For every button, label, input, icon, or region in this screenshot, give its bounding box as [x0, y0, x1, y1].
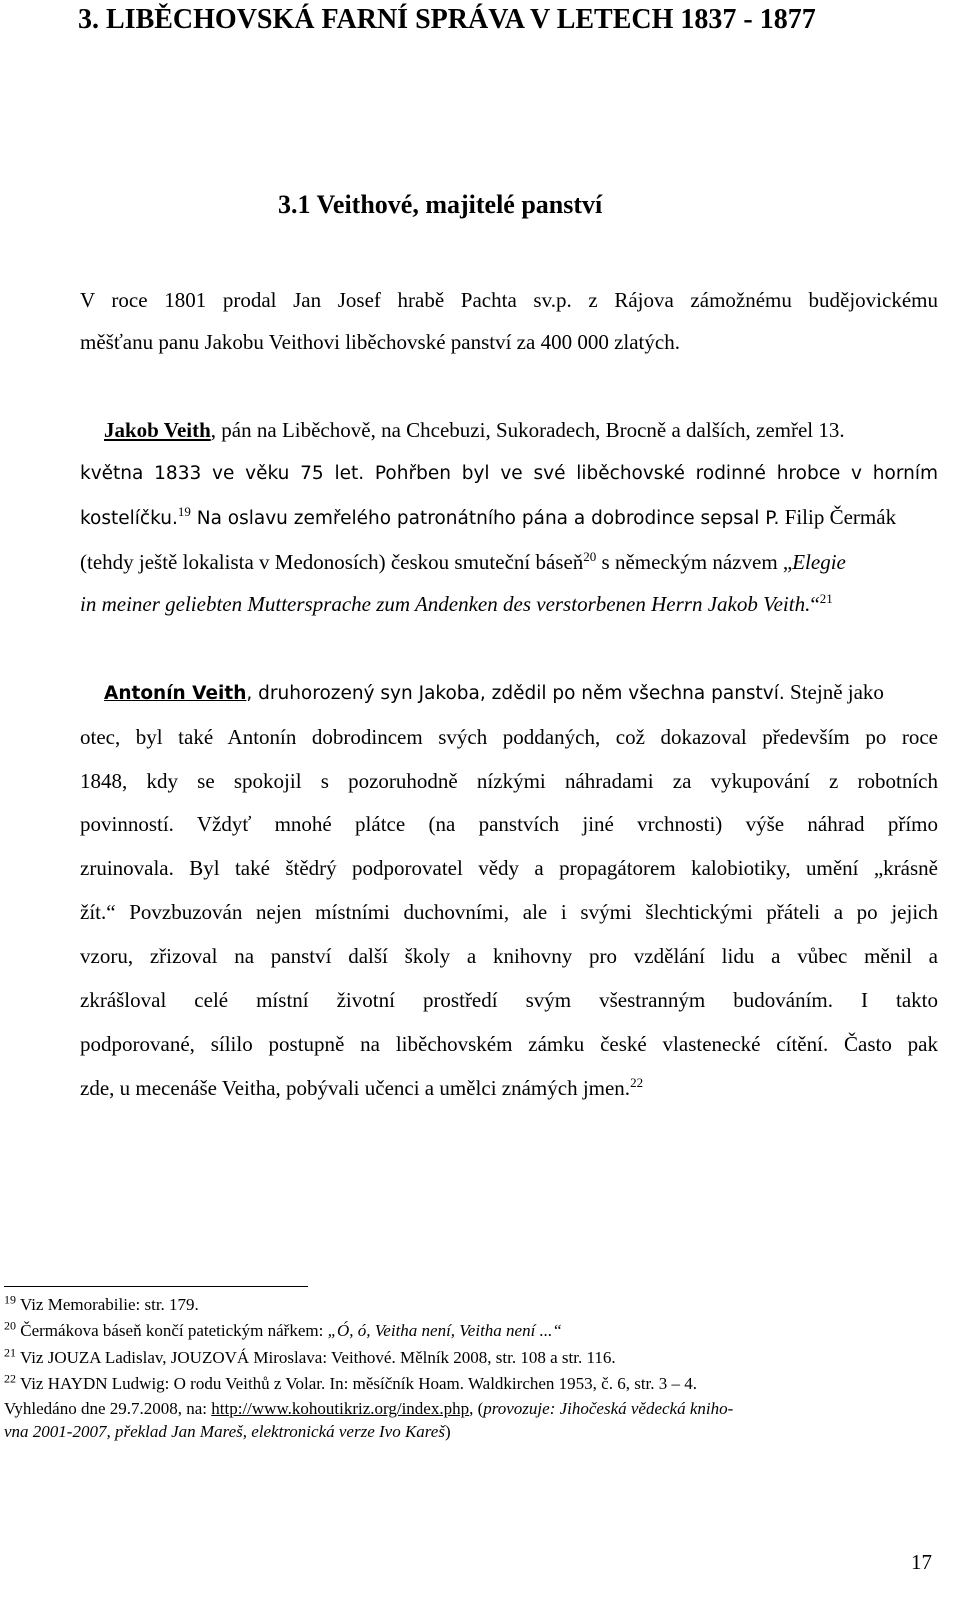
footnote-19: $^{19}$ Viz Memorabilie: str. 179. [4, 1292, 199, 1314]
para3-line6: žít.“ Povzbuzován nejen místními duchovními, ale i svými šlechtickými přáteli a po jejich [80, 900, 938, 924]
footnote-ref-20: 20 [583, 549, 597, 564]
para3-line10: zde, u mecenáše Veitha, pobývali učenci a umělci známých jmen.$^{22}$ [80, 1075, 644, 1100]
para3-line4: povinností. Vždyť mnohé plátce (na panstvích jiné vrchnosti) výše náhrad přímo [80, 812, 938, 836]
footnote-ref-21: 21 [819, 591, 833, 606]
page-number: 17 [911, 1550, 932, 1574]
para1-line1: V roce 1801 prodal Jan Josef hrabě Pachta sv.p. z Rájova zámožnému budějovickému [80, 288, 938, 312]
para3-line3: 1848, kdy se spokojil s pozoruhodně nízkými náhradami za vykupování z robotních [80, 769, 938, 793]
section-title: 3.1 Veithové, majitelé panství [278, 190, 603, 219]
footnote-21: $^{21}$ Viz JOUZA Ladislav, JOUZOVÁ Miroslava: Veithové. Mělník 2008, str. 108 a str. 116. [4, 1345, 616, 1367]
footnote-22-line3: vna 2001-2007, překlad Jan Mareš, elektronická verze Ivo Kareš) [4, 1422, 451, 1441]
footnote-22: $^{22}$ Viz HAYDN Ludwig: O rodu Veithů z Volar. In: měsíčník Hoam. Waldkirchen 1953, č. 6, str. 3 – 4. [4, 1371, 698, 1393]
para2-line3: kostelíčku.$^{19}$ Na oslavu zemřelého patronátního pána a dobrodince sepsal P. Filip Čermák [80, 504, 897, 529]
footnote-20: $^{20}$ Čermákova báseň končí patetickým nářkem: „Ó, ó, Veitha není, Veitha není ...“ [4, 1318, 562, 1340]
chapter-title: 3. LIBĚCHOVSKÁ FARNÍ SPRÁVA V LETECH 1837 - 1877 [78, 4, 816, 35]
para3-line8: zkrášloval celé místní životní prostředí svým všestranným budováním. I takto [80, 988, 938, 1012]
para3-line2: otec, byl také Antonín dobrodincem svých poddaných, což dokazoval především po roce [80, 725, 938, 749]
para2-line5: in meiner geliebten Muttersprache zum Andenken des verstorbenen Herrn Jakob Veith.“$^{21}$ [80, 591, 833, 616]
footnote-ref-19: 19 [177, 504, 191, 519]
footnote-22-line2: Vyhledáno dne 29.7.2008, na: http://www.kohoutikriz.org/index.php, (provozuje: Jihočeská vědecká kniho- [4, 1399, 734, 1418]
para3-line1: Antonín Veith, druhorozený syn Jakoba, zdědil po něm všechna panství. Stejně jako [104, 680, 884, 704]
footnote-ref-22: 22 [630, 1075, 644, 1090]
para2-line1: Jakob Veith, pán na Liběchově, na Chcebuzi, Sukoradech, Brocně a dalších, zemřel 13. [104, 418, 845, 442]
para1-line2: měšťanu panu Jakobu Veithovi liběchovské panství za 400 000 zlatých. [80, 330, 680, 354]
person-name-antonin: Antonín Veith [104, 683, 247, 704]
para2-line4: (tehdy ještě lokalista v Medonosích) českou smuteční báseň$^{20}$ s německým názvem „Elegie [80, 549, 846, 574]
para2-line2: května 1833 ve věku 75 let. Pohřben byl ve své liběchovské rodinné hrobce v horním [80, 463, 938, 484]
para3-line9: podporované, sílilo postupně na liběchovském zámku české vlastenecké cítění. Často pak [80, 1032, 938, 1056]
para3-line5: zruinovala. Byl také štědrý podporovatel vědy a propagátorem kalobiotiky, umění „krásně [80, 856, 938, 880]
kohoutikriz-link[interactable]: http://www.kohoutikriz.org/index.php [211, 1399, 470, 1418]
person-name-jakob: Jakob Veith [104, 418, 211, 442]
para3-line7: vzoru, zřizoval na panství další školy a knihovny pro vzdělání lidu a vůbec měnil a [80, 944, 938, 968]
footnote-separator [4, 1286, 308, 1287]
